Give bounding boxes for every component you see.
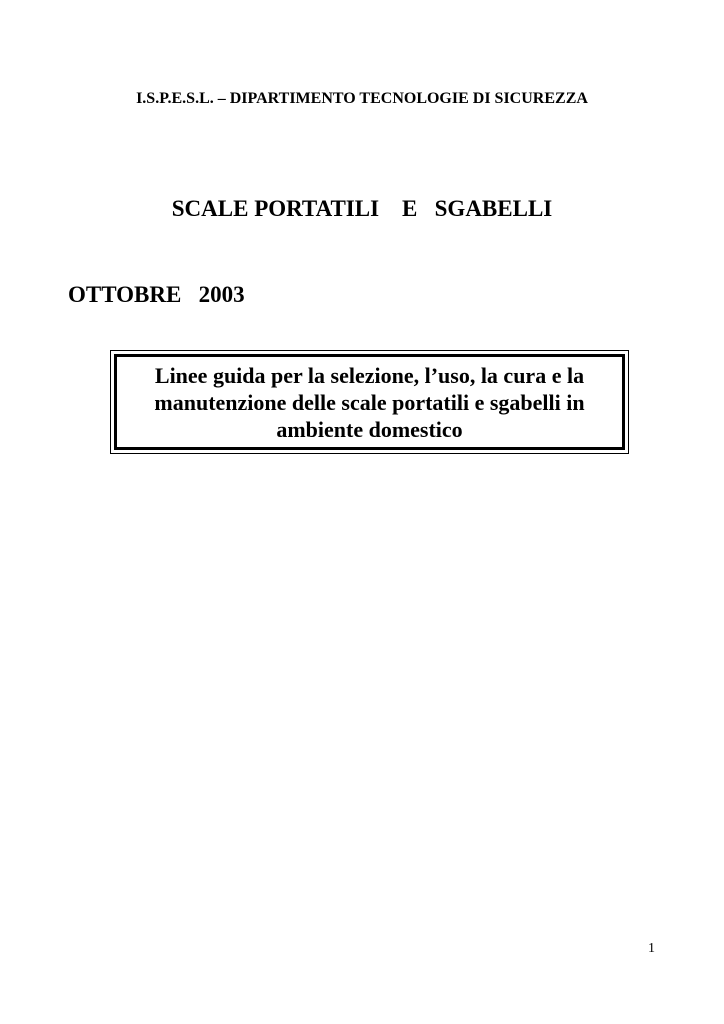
subtitle-box-inner-border: [114, 354, 625, 450]
subtitle-line: manutenzione delle scale portatili e sgabelli in: [154, 389, 585, 415]
document-date: OTTOBRE 2003: [68, 282, 245, 307]
subtitle-line: Linee guida per la selezione, l’uso, la cura e la: [154, 362, 585, 388]
header-organization: I.S.P.E.S.L. – DIPARTIMENTO TECNOLOGIE DI SICUREZZA: [136, 90, 588, 107]
subtitle-line: ambiente domestico: [276, 416, 463, 442]
document-title: SCALE PORTATILI E SGABELLI: [171, 196, 553, 221]
subtitle-box: [110, 350, 629, 454]
subtitle-text: [146, 362, 592, 443]
page-number: 1: [648, 941, 655, 956]
